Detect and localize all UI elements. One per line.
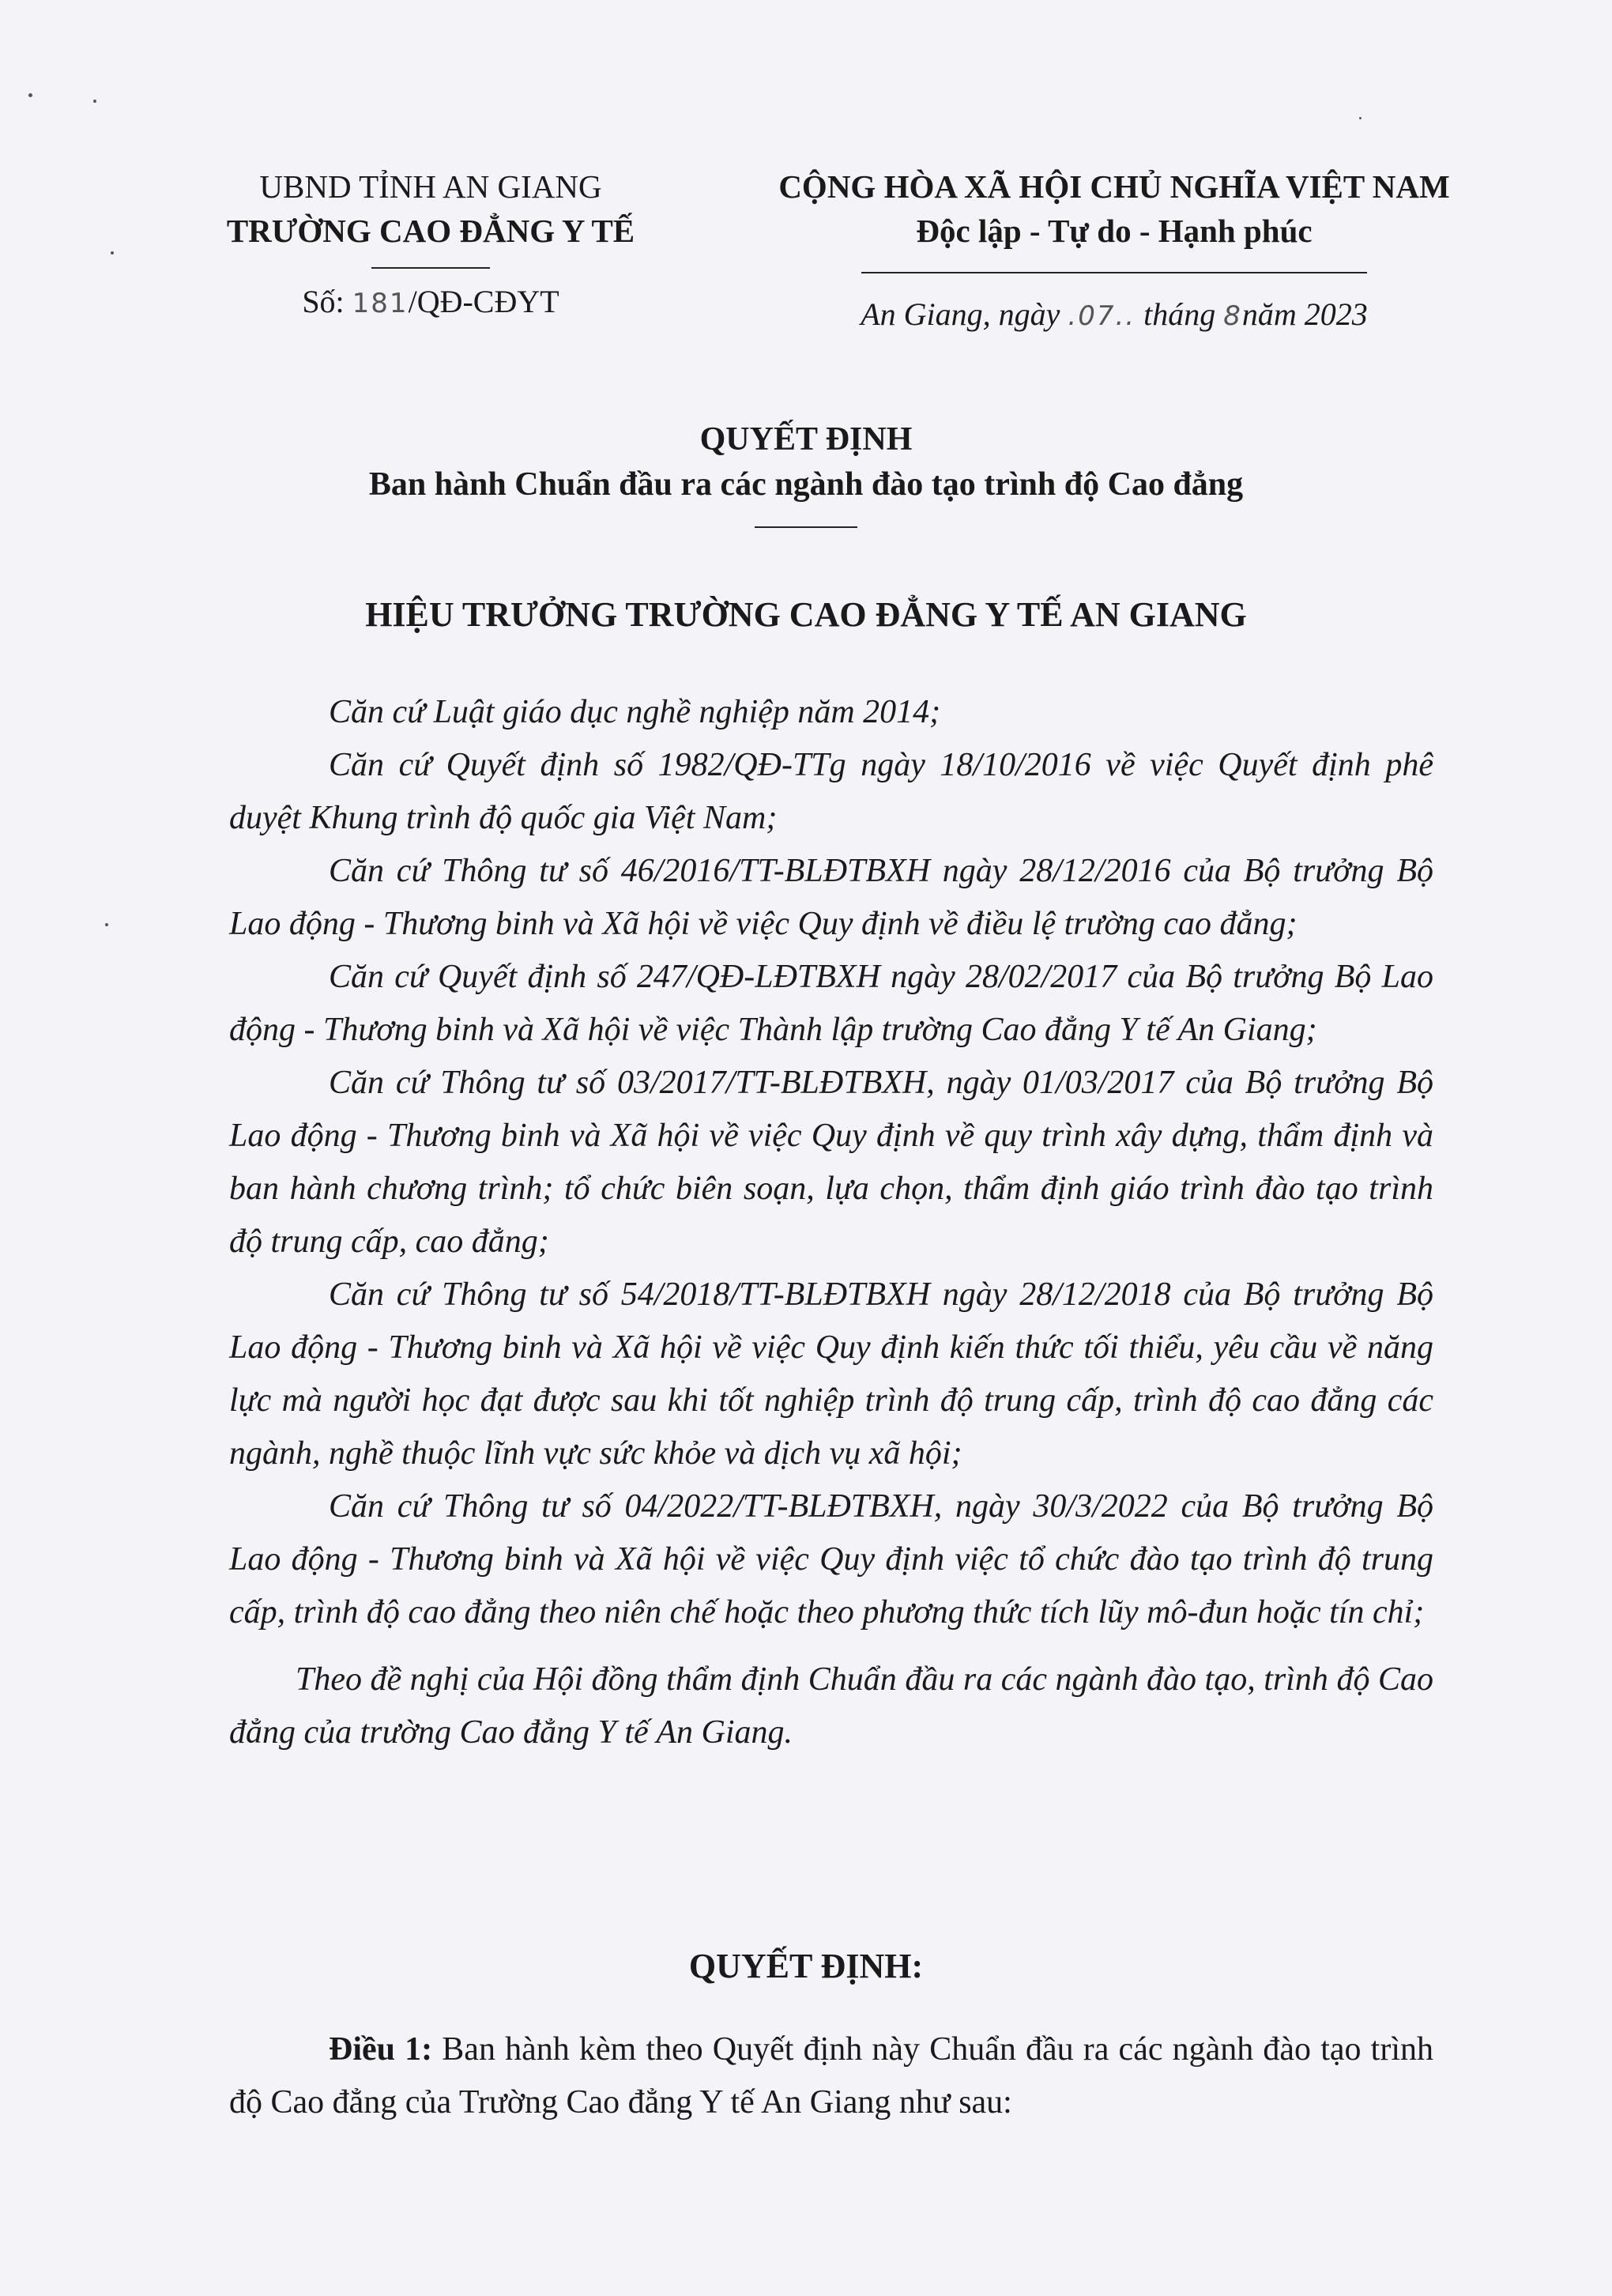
- issuing-organization: [182, 164, 680, 320]
- scan-speck: [28, 93, 32, 97]
- document-subtitle: Ban hành Chuẩn đầu ra các ngành đào tạo trình độ Cao đẳng: [368, 466, 1244, 503]
- document-date: [711, 296, 1517, 333]
- scan-speck: [93, 100, 96, 103]
- proposal-paragraph: Theo đề nghị của Hội đồng thẩm định Chuẩn đầu ra các ngành đào tạo, trình độ Cao đẳng của trường Cao đẳng Y tế An Giang.: [229, 1661, 1433, 1751]
- basis-paragraph: Căn cứ Thông tư số 04/2022/TT-BLĐTBXH, ngày 30/3/2022 của Bộ trưởng Bộ Lao động - Thương binh và Xã hội về việc Quy định việc tổ chức đào tạo trình độ trung cấp, trình độ cao đẳng theo niên chế hoặc theo phương thức tích lũy mô-đun hoặc tín chỉ;: [229, 1488, 1433, 1631]
- title-underline: [755, 526, 857, 528]
- decision-heading: QUYẾT ĐỊNH:: [688, 1947, 924, 1985]
- article-1: [229, 2023, 1433, 2129]
- motto-underline: [861, 272, 1367, 273]
- document-number: [182, 283, 680, 320]
- legal-basis: [229, 686, 1433, 1759]
- date-year: năm 2023: [1241, 296, 1368, 332]
- document-header: [0, 164, 1612, 354]
- article-1-label: Điều 1:: [329, 2031, 433, 2068]
- date-month-handwritten: 8: [1223, 300, 1242, 332]
- document-number-prefix: Số:: [302, 284, 345, 319]
- org-name: TRƯỜNG CAO ĐẲNG Y TẾ: [226, 213, 635, 249]
- date-place: An Giang, ngày: [861, 296, 1060, 332]
- date-day-handwritten: .07..: [1068, 300, 1136, 332]
- nation-name: CỘNG HÒA XÃ HỘI CHỦ NGHĨA VIỆT NAM: [778, 168, 1450, 205]
- basis-paragraph: Căn cứ Thông tư số 46/2016/TT-BLĐTBXH ngày 28/12/2016 của Bộ trưởng Bộ Lao động - Thương binh và Xã hội về việc Quy định về điều lệ trường cao đẳng;: [229, 853, 1433, 942]
- basis-paragraph: Căn cứ Thông tư số 03/2017/TT-BLĐTBXH, ngày 01/03/2017 của Bộ trưởng Bộ Lao động - Thương binh và Xã hội về việc Quy định về quy trình xây dựng, thẩm định và ban hành chương trình; tổ chức biên soạn, lựa chọn, thẩm định giáo trình đào tạo trình độ trung cấp, cao đẳng;: [229, 1065, 1433, 1260]
- basis-paragraph: Căn cứ Quyết định số 1982/QĐ-TTg ngày 18/10/2016 về việc Quyết định phê duyệt Khung trình độ quốc gia Việt Nam;: [229, 747, 1433, 836]
- basis-paragraph: Căn cứ Quyết định số 247/QĐ-LĐTBXH ngày 28/02/2017 của Bộ trưởng Bộ Lao động - Thương binh và Xã hội về việc Thành lập trường Cao đẳng Y tế An Giang;: [229, 959, 1433, 1048]
- document-title: QUYẾT ĐỊNH: [699, 421, 913, 458]
- article-1-text: Ban hành kèm theo Quyết định này Chuẩn đầu ra các ngành đào tạo trình độ Cao đẳng của Trường Cao đẳng Y tế An Giang như sau:: [229, 2031, 1433, 2121]
- document-title-block: [0, 417, 1612, 528]
- document-number-handwritten: 181: [352, 288, 409, 319]
- nation-motto: Độc lập - Tự do - Hạnh phúc: [916, 213, 1313, 249]
- document-number-suffix: /QĐ-CĐYT: [408, 284, 559, 319]
- issuer-heading: HIỆU TRƯỞNG TRƯỜNG CAO ĐẲNG Y TẾ AN GIANG: [365, 595, 1247, 634]
- scan-speck: [1359, 117, 1362, 119]
- national-motto: [711, 164, 1517, 333]
- org-parent: UBND TỈNH AN GIANG: [259, 168, 602, 205]
- date-month-label: tháng: [1143, 296, 1216, 332]
- org-underline: [371, 267, 490, 269]
- basis-paragraph: Căn cứ Thông tư số 54/2018/TT-BLĐTBXH ngày 28/12/2018 của Bộ trưởng Bộ Lao động - Thương binh và Xã hội về việc Quy định kiến thức tối thiểu, yêu cầu về năng lực mà người học đạt được sau khi tốt nghiệp trình độ trung cấp, trình độ cao đẳng các ngành, nghề thuộc lĩnh vực sức khỏe và dịch vụ xã hội;: [229, 1276, 1433, 1472]
- scan-speck: [105, 923, 108, 926]
- basis-paragraph: Căn cứ Luật giáo dục nghề nghiệp năm 2014;: [329, 694, 941, 730]
